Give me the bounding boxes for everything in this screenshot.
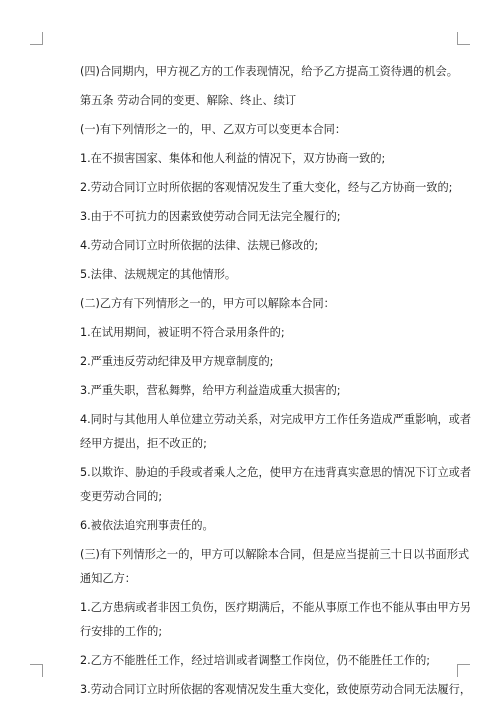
- list-item: 2.严重违反劳动纪律及甲方规章制度的;: [80, 355, 274, 368]
- section-heading-termination-with-notice: [80, 547, 470, 586]
- paragraph-line: 经甲方提出，拒不改正的;: [80, 437, 207, 450]
- list-item: 3.由于不可抗力的因素致使劳动合同无法完全履行的;: [80, 210, 341, 223]
- paragraph-line: 变更劳动合同的;: [80, 490, 163, 503]
- list-item-multiline: [80, 600, 472, 639]
- list-item: 1.在试用期间，被证明不符合录用条件的;: [80, 326, 285, 339]
- paragraph-line: 行安排的工作的;: [80, 625, 163, 638]
- list-item: 5.法律、法规规定的其他情形。: [80, 268, 237, 281]
- document-body: [80, 64, 472, 697]
- list-item: 3.严重失职，营私舞弊，给甲方利益造成重大损害的;: [80, 384, 341, 397]
- list-item: 3.劳动合同订立时所依据的客观情况发生重大变化，致使原劳动合同无法履行，: [80, 683, 472, 696]
- paragraph-salary-opportunity: (四)合同期内，甲方视乙方的工作表现情况，给予乙方提高工资待遇的机会。: [80, 65, 458, 78]
- paragraph-line: 通知乙方：: [80, 572, 136, 585]
- article-heading: 第五条 劳动合同的变更、解除、终止、续订: [80, 94, 297, 107]
- crop-mark-bottom-right: [457, 664, 470, 677]
- paragraph-line: (三)有下列情形之一的，甲方可以解除本合同，但是应当提前三十日以书面形式: [80, 548, 470, 561]
- list-item: 1.在不损害国家、集体和他人利益的情况下，双方协商一致的;: [80, 152, 386, 165]
- paragraph-line: 5.以欺诈、胁迫的手段或者乘人之危，使甲方在违背真实意思的情况下订立或者: [80, 466, 472, 479]
- list-item: 2.劳动合同订立时所依据的客观情况发生了重大变化，经与乙方协商一致的;: [80, 181, 453, 194]
- crop-mark-top-right: [457, 32, 470, 45]
- crop-mark-bottom-left: [30, 664, 43, 677]
- list-item-multiline: [80, 465, 472, 504]
- list-item: 6.被依法追究刑事责任的。: [80, 519, 214, 532]
- section-heading-modification: (一)有下列情形之一的，甲、乙双方可以变更本合同：: [80, 123, 347, 136]
- list-item-multiline: [80, 412, 472, 451]
- list-item: 2.乙方不能胜任工作，经过培训或者调整工作岗位，仍不能胜任工作的;: [80, 654, 431, 667]
- section-heading-termination-by-employer: (二)乙方有下列情形之一的，甲方可以解除本合同：: [80, 297, 335, 310]
- paragraph-line: 1.乙方患病或者非因工负伤，医疗期满后，不能从事原工作也不能从事由甲方另: [80, 601, 472, 614]
- crop-mark-top-left: [30, 32, 43, 45]
- paragraph-line: 4.同时与其他用人单位建立劳动关系，对完成甲方工作任务造成严重影响，或者: [80, 413, 472, 426]
- list-item: 4.劳动合同订立时所依据的法律、法规已修改的;: [80, 239, 319, 252]
